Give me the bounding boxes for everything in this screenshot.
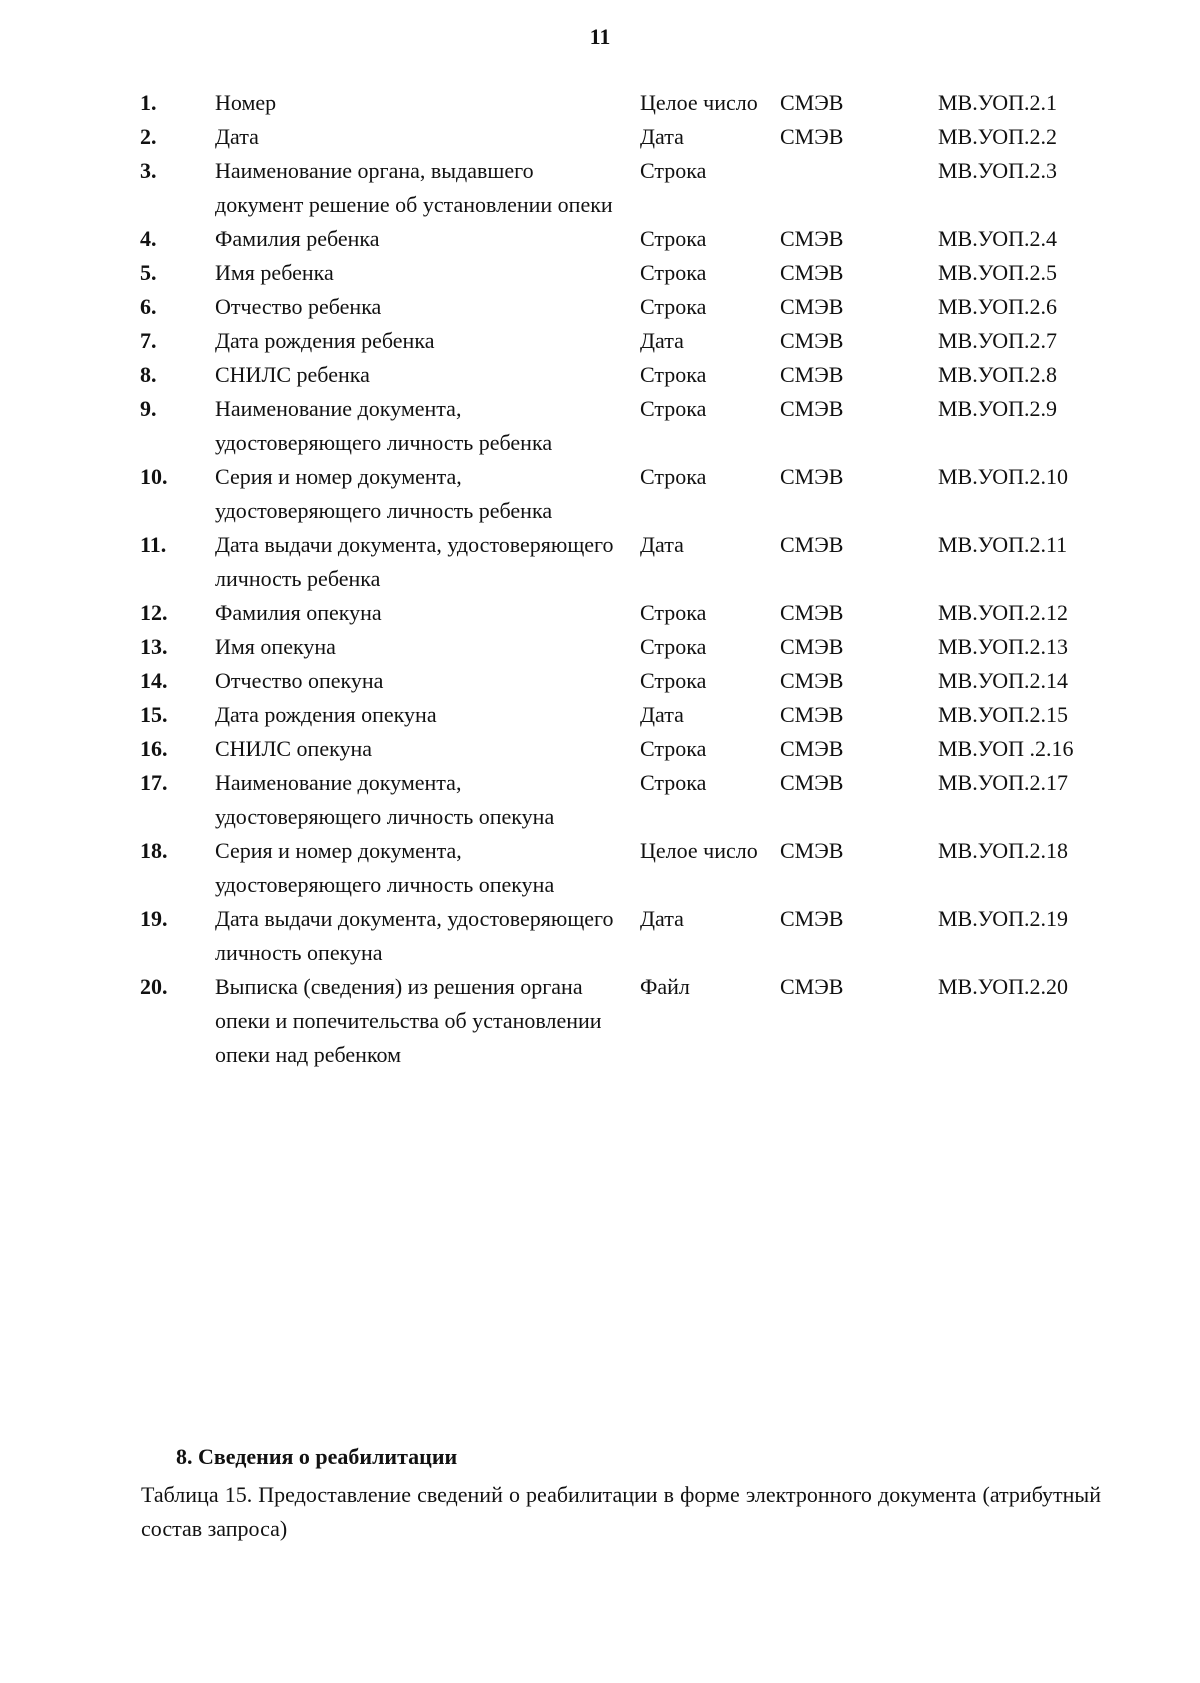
row-source: СМЭВ xyxy=(780,226,844,251)
row-number: 10. xyxy=(140,464,168,489)
row-data-type: Файл xyxy=(640,974,690,999)
row-number: 18. xyxy=(140,838,168,863)
table-row xyxy=(140,970,1113,1072)
row-number: 17. xyxy=(140,770,168,795)
table-row xyxy=(140,392,1113,460)
row-code: МВ.УОП.2.2 xyxy=(938,124,1057,149)
row-attribute-name: СНИЛС опекуна xyxy=(215,736,372,761)
row-number: 13. xyxy=(140,634,168,659)
row-code: МВ.УОП.2.10 xyxy=(938,464,1068,489)
row-attribute-name: Дата рождения ребенка xyxy=(215,328,435,353)
row-data-type: Дата xyxy=(640,124,684,149)
attributes-table xyxy=(140,86,1113,1072)
row-source: СМЭВ xyxy=(780,260,844,285)
row-source: СМЭВ xyxy=(780,770,844,795)
row-attribute-name: Дата xyxy=(215,124,259,149)
table-row xyxy=(140,86,1113,120)
row-source: СМЭВ xyxy=(780,532,844,557)
row-code: МВ.УОП .2.16 xyxy=(938,736,1074,761)
row-source: СМЭВ xyxy=(780,362,844,387)
table-row xyxy=(140,698,1113,732)
row-number: 3. xyxy=(140,158,157,183)
row-code: МВ.УОП.2.3 xyxy=(938,158,1057,183)
row-source: СМЭВ xyxy=(780,634,844,659)
row-source: СМЭВ xyxy=(780,90,844,115)
row-source: СМЭВ xyxy=(780,736,844,761)
row-data-type: Строка xyxy=(640,736,707,761)
row-code: МВ.УОП.2.9 xyxy=(938,396,1057,421)
row-attribute-name: Серия и номер документа, удостоверяющего личность опекуна xyxy=(215,838,555,897)
row-source: СМЭВ xyxy=(780,974,844,999)
row-attribute-name: Имя ребенка xyxy=(215,260,334,285)
row-data-type: Целое число xyxy=(640,838,758,863)
table-row xyxy=(140,324,1113,358)
row-data-type: Строка xyxy=(640,396,707,421)
table-row xyxy=(140,290,1113,324)
row-number: 6. xyxy=(140,294,157,319)
row-data-type: Дата xyxy=(640,328,684,353)
page-number: 11 xyxy=(589,24,611,49)
row-source: СМЭВ xyxy=(780,702,844,727)
table-row xyxy=(140,732,1113,766)
row-data-type: Строка xyxy=(640,294,707,319)
row-code: МВ.УОП.2.15 xyxy=(938,702,1068,727)
row-code: МВ.УОП.2.17 xyxy=(938,770,1068,795)
row-source: СМЭВ xyxy=(780,328,844,353)
row-data-type: Строка xyxy=(640,226,707,251)
row-source: СМЭВ xyxy=(780,294,844,319)
row-attribute-name: Номер xyxy=(215,90,277,115)
table-row xyxy=(140,256,1113,290)
row-number: 5. xyxy=(140,260,157,285)
row-source: СМЭВ xyxy=(780,396,844,421)
row-attribute-name: Фамилия ребенка xyxy=(215,226,380,251)
row-data-type: Строка xyxy=(640,158,707,183)
table-row xyxy=(140,460,1113,528)
row-attribute-name: Серия и номер документа, удостоверяющего личность ребенка xyxy=(215,464,553,523)
row-data-type: Строка xyxy=(640,362,707,387)
attributes-table-body xyxy=(140,86,1113,1072)
row-data-type: Дата xyxy=(640,532,684,557)
row-number: 16. xyxy=(140,736,168,761)
row-code: МВ.УОП.2.8 xyxy=(938,362,1057,387)
row-source: СМЭВ xyxy=(780,838,844,863)
row-code: МВ.УОП.2.12 xyxy=(938,600,1068,625)
table-row xyxy=(140,120,1113,154)
section-heading: 8. Сведения о реабилитации xyxy=(176,1444,458,1469)
row-number: 11. xyxy=(140,532,167,557)
row-data-type: Строка xyxy=(640,464,707,489)
row-code: МВ.УОП.2.13 xyxy=(938,634,1068,659)
row-source: СМЭВ xyxy=(780,668,844,693)
row-data-type: Строка xyxy=(640,260,707,285)
row-data-type: Строка xyxy=(640,770,707,795)
row-number: 15. xyxy=(140,702,168,727)
row-attribute-name: Имя опекуна xyxy=(215,634,336,659)
row-attribute-name: Отчество опекуна xyxy=(215,668,384,693)
row-attribute-name: Отчество ребенка xyxy=(215,294,382,319)
row-number: 1. xyxy=(140,90,157,115)
row-code: МВ.УОП.2.7 xyxy=(938,328,1057,353)
row-attribute-name: Выписка (сведения) из решения органа опеки и попечительства об установлении опеки над ребенком xyxy=(215,974,602,1067)
row-data-type: Дата xyxy=(640,702,684,727)
row-source: СМЭВ xyxy=(780,906,844,931)
row-number: 14. xyxy=(140,668,168,693)
row-code: МВ.УОП.2.5 xyxy=(938,260,1057,285)
row-code: МВ.УОП.2.20 xyxy=(938,974,1068,999)
row-code: МВ.УОП.2.4 xyxy=(938,226,1057,251)
row-source: СМЭВ xyxy=(780,124,844,149)
row-attribute-name: Дата рождения опекуна xyxy=(215,702,437,727)
table-row xyxy=(140,222,1113,256)
row-number: 20. xyxy=(140,974,168,999)
table-caption: Таблица 15. Предоставление сведений о реабилитации в форме электронного документа (атрибутный состав запроса) xyxy=(141,1482,1101,1541)
row-source xyxy=(780,154,938,222)
row-data-type: Дата xyxy=(640,906,684,931)
row-number: 12. xyxy=(140,600,168,625)
row-data-type: Целое число xyxy=(640,90,758,115)
table-row xyxy=(140,664,1113,698)
row-code: МВ.УОП.2.19 xyxy=(938,906,1068,931)
table-row xyxy=(140,358,1113,392)
row-number: 4. xyxy=(140,226,157,251)
row-number: 2. xyxy=(140,124,157,149)
row-code: МВ.УОП.2.14 xyxy=(938,668,1068,693)
row-attribute-name: Дата выдачи документа, удостоверяющего личность опекуна xyxy=(215,906,614,965)
table-row xyxy=(140,528,1113,596)
table-row xyxy=(140,630,1113,664)
table-row xyxy=(140,834,1113,902)
row-source: СМЭВ xyxy=(780,464,844,489)
table-row xyxy=(140,154,1113,222)
row-number: 7. xyxy=(140,328,157,353)
row-code: МВ.УОП.2.18 xyxy=(938,838,1068,863)
row-source: СМЭВ xyxy=(780,600,844,625)
row-attribute-name: Наименование документа, удостоверяющего личность опекуна xyxy=(215,770,555,829)
row-data-type: Строка xyxy=(640,600,707,625)
row-number: 9. xyxy=(140,396,157,421)
table-row xyxy=(140,766,1113,834)
row-number: 19. xyxy=(140,906,168,931)
row-number: 8. xyxy=(140,362,157,387)
row-data-type: Строка xyxy=(640,634,707,659)
row-attribute-name: Фамилия опекуна xyxy=(215,600,382,625)
row-attribute-name: Дата выдачи документа, удостоверяющего личность ребенка xyxy=(215,532,614,591)
row-code: МВ.УОП.2.11 xyxy=(938,532,1068,557)
table-row xyxy=(140,596,1113,630)
row-attribute-name: Наименование органа, выдавшего документ решение об установлении опеки xyxy=(215,158,613,217)
row-code: МВ.УОП.2.6 xyxy=(938,294,1057,319)
row-code: МВ.УОП.2.1 xyxy=(938,90,1057,115)
row-data-type: Строка xyxy=(640,668,707,693)
row-attribute-name: Наименование документа, удостоверяющего личность ребенка xyxy=(215,396,553,455)
table-row xyxy=(140,902,1113,970)
row-attribute-name: СНИЛС ребенка xyxy=(215,362,370,387)
